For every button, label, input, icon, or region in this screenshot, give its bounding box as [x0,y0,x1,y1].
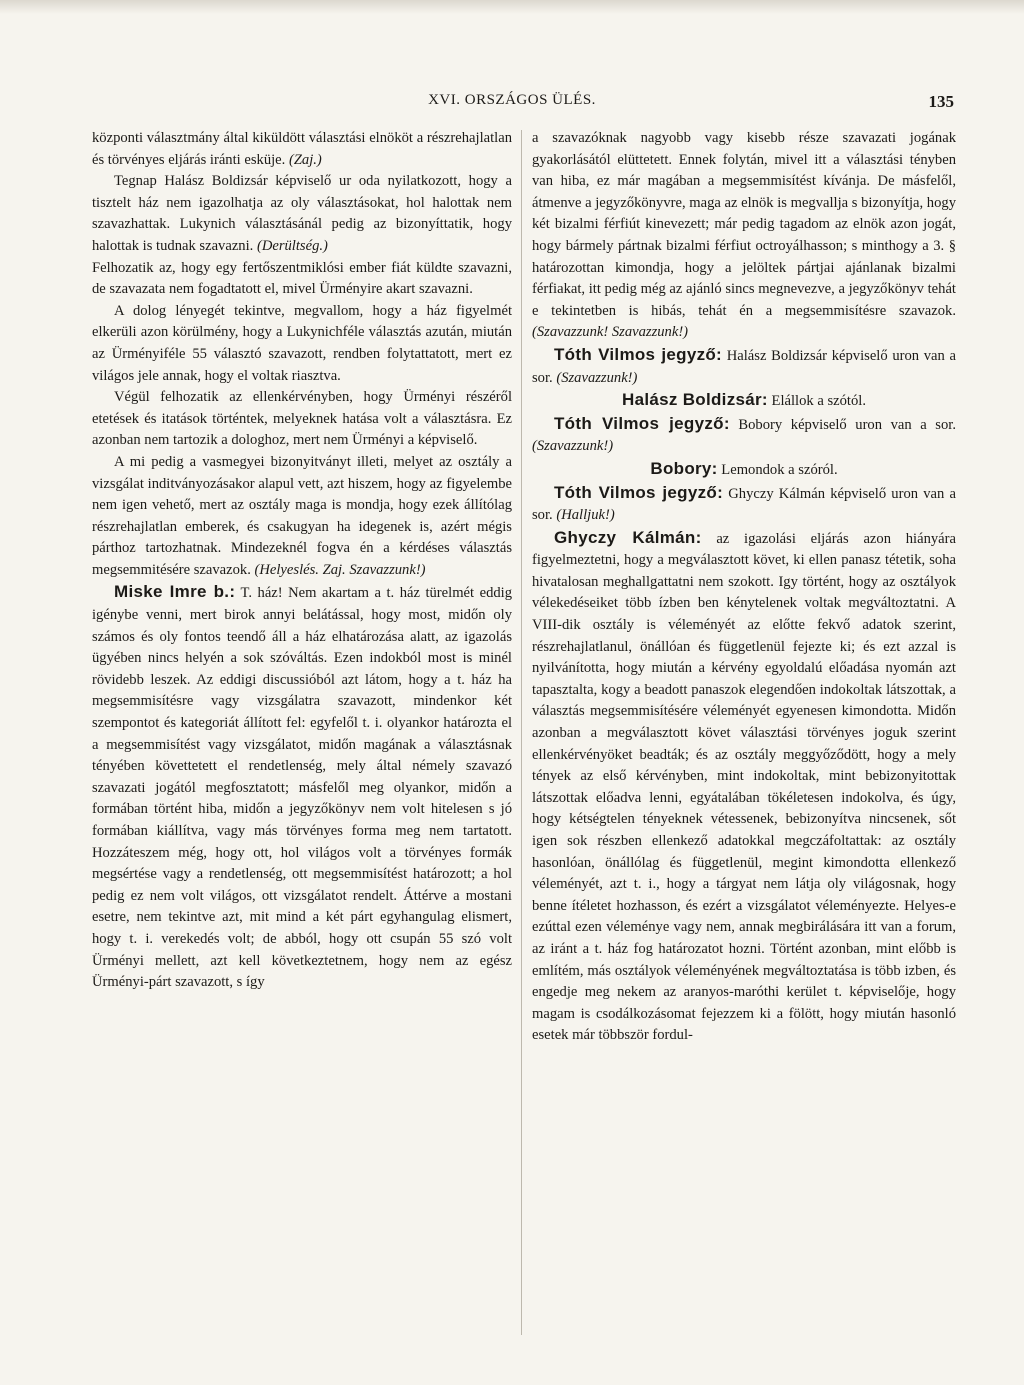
left-column [92,128,512,1353]
paragraph-text: Ghyczy Kálmán képviselő uron van a sor. [532,485,956,524]
interjection: (Szavazzunk!) [556,369,638,386]
paragraph-text: T. ház! Nem akartam a t. ház türelmét eddig igénybe venni, mert birok annyi belátással, hogy most, midőn oly számos és oly fontos teendő áll a ház elhatározása alatt, az igazolás ügyében nincs helyén a sok szóváltás. Ezen indokból most is minél rövidebb leszek. Az eddigi discussióból azt látom, hogy a t. ház ha megsemmisítésre vagy vizsgálatra szavazott, mindenkor két szempontot és kategoriát állított fel: egyfelől t. i. olyankor határozta el a megsemmisítést vagy vizsgálatot, midőn magának a választásnak tényében követtetett el rendetlenség, mely által némely szavazó szavazati jogától megfosztatott; másfelől meg olyankor, midőn a formában történt hiba, midőn a jegyzőkönyv nem volt hitelesen s jó formában kiállítva, vagy más törvényes forma meg nem tartatott. Hozzáteszem még, hogy ott, hol világos volt a törvényes formák megsértése vagy a rendetlenség, ott megsemmisítést határozott; a hol pedig ez nem volt világos, ott vizsgálatot rendelt. Áttérve a mostani esetre, nem tekintve azt, mit mind a két párt egyhangulag elismert, hogy t. i. verekedés volt; de abból, hogy ott csupán 55 szó volt Ürményi mellett, azt kell következtetnem, hogy nem az egész Ürményi-párt szavazott, s így [92,585,512,991]
speech-paragraph [92,581,512,993]
speech-paragraph [532,389,956,413]
paragraph [92,171,512,257]
speech-paragraph [532,458,956,482]
paragraph-text: ben kénytelenek voltak megváltoztatni. A VIII-dik osztály is véleményét az előtte fekvő adatok szerint, részrehajlatlanul, önállóan és függetlenül fejezte ki; és ezt azzal is nyilvánította, hogy miután a kérvény egyoldalú előadása nyomán azt tapasztalta, kogy a beadott panaszok elegendően indokoltak látszottak, a választás megsemmisítésére véleményét egyenesen kimondotta. Midőn azonban a megválasztott követ választási törvényes joguk szerint ellenkérvényöket beadták; és az osztály meggyőződött, hogy a mely tények az első kérvényben, mint indokoltak, mint bebizonyitottak látszottak előadva lenni, egyátalában tökéletesen indokolva, és úgy, hogy kétségtelen tényeknek vétessenek, bebizonyítva nincsenek, sőt igen sok részben ellenkező adatokkal megczáfoltattak: az osztály hasonlóan, önállólag és függetlenül, megint kimondotta ellenkező véleményét, azt t. i., hogy a tárgyat nem látja oly világosnak, hogy benne ítéletet hozhasson, és ezért a vizsgálatot véleményezte. Helyes-e ezúttal ezen véleménye vagy nem, annak megbirálására itt van a forum, az iránt a t. ház fog határozatot hozni. Történt azonban, mint előbb is említém, más osztályok véleményének megváltoztatása is több izben, és engedje meg nekem az aranyos-maróthi kerület t. képviselője, hogy magam is csodálkozásomat fejezzem ki a fölött, hogy miután hasonló esetek már többször fordul- [532,595,956,1044]
paragraph-text: A dolog lényegét tekintve, megvallom, hogy a ház figyelmét elkerüli azon körülmény, hogy a Lukynichféle választás azután, miután az Ürményiféle 55 választó szavazott, rendben folytattatott, mert ez világos jele annak, hogy el voltak riasztva. [92,302,512,384]
paragraph-text: Bobory képviselő uron van a sor. [738,416,956,433]
page-header-title: XVI. ORSZÁGOS ÜLÉS. [428,92,596,108]
paragraph-text: az igazolási eljárás azon hiányára figyelmeztetni, hogy a megválasztott követ, ki ellen panasz tétetik, soha hivatalosan meghallgattatni nem szokott. Igy történt, hogy az osztályok vélekedéseiket több ízben [532,530,956,612]
paragraph [92,128,512,171]
interjection: (Szavazzunk!) [532,438,614,455]
speech-paragraph [532,527,956,1047]
speech-paragraph [532,344,956,389]
paragraph-text: a szavazóknak nagyobb vagy kisebb része szavazati jogának gyakorlásától elüttetett. Ennek folytán, mivel itt a választási tényben van hiba, ez már magában a megsemmisítést kívánja. De másfelől, átmenve a jegyzőkönyvre, maga az elnök is megvallja s bizonyítja, hogy két bizalmi férfiút kinevezett; már pedig tagadom az elnök azon jogát, hogy bármely pártnak bizalmi férfiut octroyálhasson; s minthogy a 3. § határozottan kimondja, hogy a jelöltek pártjai ajánlanak bizalmi férfiakat, itt pedig még az ajánló sincs megnevezve, a jegyzőkönyv tehát e tekintetben is hibás, tehát én a megsemmisítésre szavazok. [532,130,956,319]
paragraph-text: központi választmány által kiküldött választási elnököt a részrehajlatlan és törvényes eljárás iránti esküje. [92,130,512,168]
page-number: 135 [928,92,954,111]
speech-paragraph [532,482,956,527]
speaker-name: Tóth Vilmos jegyző: [554,482,724,502]
right-column [532,128,956,1353]
interjection: (Halljuk!) [556,507,615,524]
paragraph-text: Végül felhozatik az ellenkérvényben, hogy Ürményi részéről etetések és itatások történtek, melyeknek hatása volt a választásra. Ez azonban nem tartozik a dologhoz, mert nem Ürményi a képviselő. [92,389,512,449]
column-divider [521,130,522,1335]
speaker-name: Bobory: [650,458,718,478]
interjection: (Helyeslés. Zaj. Szavazzunk!) [254,561,426,578]
paragraph [92,258,512,301]
speech-paragraph [532,413,956,458]
speaker-name: Tóth Vilmos jegyző: [554,344,723,364]
paragraph-text: Halász Boldizsár képviselő uron van a sor. [532,347,956,386]
paragraph-text: Elállok a szótól. [771,393,866,410]
paragraph-text: Lemondok a szóról. [721,461,838,478]
paragraph-text: Tegnap Halász Boldizsár képviselő ur oda nyilatkozott, hogy a tisztelt ház nem igazolhatja az oly választásokat, hol halottak nem szavazhattak. Lukynich választásánál pedig az bizonyíttatik, hogy halottak is tudnak szavazni. [92,173,512,254]
speaker-name: Halász Boldizsár: [622,390,768,410]
interjection: (Derültség.) [256,237,328,254]
speaker-name: Tóth Vilmos jegyző: [554,413,730,433]
speaker-name: Ghyczy Kálmán: [554,527,702,547]
paragraph [92,301,512,387]
paragraph [532,128,956,344]
paragraph [92,452,512,582]
speaker-name: Miske Imre b.: [114,582,236,602]
paragraph-text: A mi pedig a vasmegyei bizonyitványt illeti, melyet az osztály a vizsgálat inditványozásakor alapul vett, azt hiszem, hogy az figyelembe nem igen vehető, mert az osztály maga is mondja, hogy ezek állítólag részrehajlatlan emberek, és csakugyan ha idegenek is, azért mégis párthoz tartozhatnak. Mindezeknél fogva én a kérdéses választás megsemmitésére szavazok. [92,453,512,578]
scan-edge [0,0,1024,14]
interjection: (Zaj.) [288,151,322,168]
paragraph [92,387,512,452]
interjection: (Szavazzunk! Szavazzunk!) [532,324,689,341]
paragraph-text: Felhozatik az, hogy egy fertőszentmiklósi ember fiát küldte szavazni, de szavazata nem fogadtatott el, mivel Ürményire akart szavazni. [92,259,512,298]
